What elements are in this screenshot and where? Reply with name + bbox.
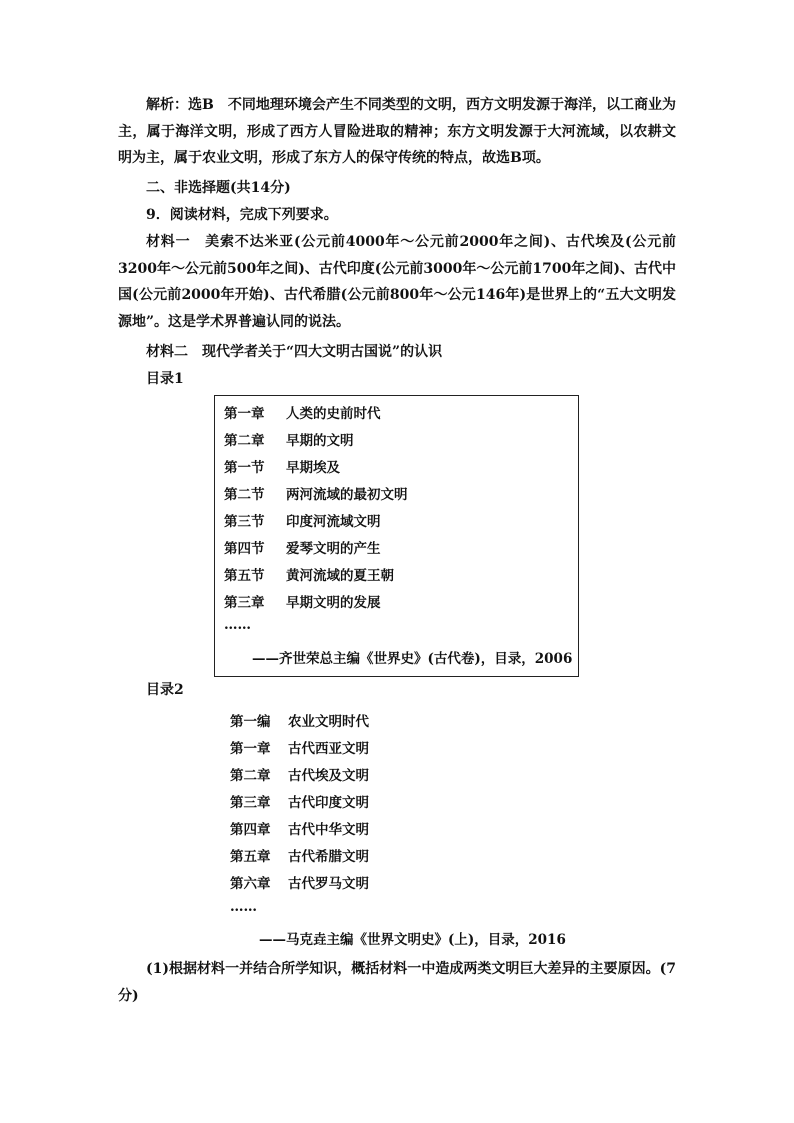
question-9: 9．阅读材料，完成下列要求。 [146,207,338,223]
toc2-item [230,764,369,784]
toc1-ellipsis: …… [224,617,251,633]
toc1-item-num: 第五节 [224,568,265,584]
toc2-item-title: 古代中华文明 [288,822,369,838]
toc2-item-title: 古代罗马文明 [288,876,369,892]
toc2-item-title: 古代希腊文明 [288,849,369,865]
toc2-item [230,818,369,838]
toc1-item [224,537,381,557]
toc2-item [230,791,369,811]
toc2-item-title: 农业文明时代 [288,714,369,730]
section-heading: 二、非选择题(共14分) [146,180,291,196]
material2-heading [146,343,442,361]
toc1-item-num: 第三章 [224,595,265,611]
toc1-item [224,510,381,530]
toc1-item [224,402,381,422]
toc1-item-title: 人类的史前时代 [286,406,381,422]
toc1-item [224,564,394,584]
toc2-item-num: 第三章 [230,795,271,811]
toc2-item [230,872,369,892]
toc1-item-num: 第三节 [224,514,265,530]
toc1-item-num: 第二章 [224,433,265,449]
toc1-item [224,429,354,449]
toc1-source: ——齐世荣总主编《世界史》(古代卷)，目录，2006 [252,651,573,667]
toc1-item-title: 早期的文明 [286,433,354,449]
toc1-item-title: 早期文明的发展 [286,595,381,611]
toc2-item-num: 第六章 [230,876,271,892]
toc2-title: 目录2 [146,682,184,698]
toc1-item [224,456,340,476]
material1-text: 美索不达米亚(公元前4000年～公元前2000年之间)、古代埃及(公元前3200年～公元前500年之间)、古代印度(公元前3000年～公元前1700年之间)、古代中国(公元前2000年开始)、古代希腊(公元前800年～公元146年)是世界上的“五大文明发源地”。这是学术界普遍认同的说法。 [118,234,676,330]
material2-text: 现代学者关于“四大文明古国说”的认识 [188,344,443,360]
toc1-item [224,591,381,611]
toc1-title: 目录1 [146,371,184,387]
toc1-item [224,483,408,503]
toc1-item-title: 黄河流域的夏王朝 [286,568,394,584]
toc2-item-title: 古代西亚文明 [288,741,369,757]
toc1-item-num: 第四节 [224,541,265,557]
toc2-item-num: 第二章 [230,768,271,784]
toc1-item-title: 爱琴文明的产生 [286,541,381,557]
toc1-item-title: 两河流域的最初文明 [286,487,408,503]
toc2-source: ——马克垚主编《世界文明史》(上)，目录，2016 [259,932,566,948]
toc2-item-title: 古代印度文明 [288,795,369,811]
analysis-paragraph [118,92,676,172]
toc2-item-title: 古代埃及文明 [288,768,369,784]
toc1-item-num: 第二节 [224,487,265,503]
toc1-item-num: 第一章 [224,406,265,422]
sub-question-text: (1)根据材料一并结合所学知识，概括材料一中造成两类文明巨大差异的主要原因。(7分) [118,961,676,1004]
toc2-item-num: 第四章 [230,822,271,838]
toc1-item-title: 早期埃及 [286,460,340,476]
material2-label: 材料二 [146,344,188,360]
toc2-item [230,710,369,730]
toc1-item-num: 第一节 [224,460,265,476]
toc1-item-title: 印度河流域文明 [286,514,381,530]
material1-paragraph [118,229,676,335]
material1-label: 材料一 [146,234,191,250]
analysis-label: 解析：选B [146,97,214,113]
toc2-ellipsis: …… [230,899,257,915]
toc2-item [230,845,369,865]
toc2-item-num: 第一章 [230,741,271,757]
toc2-item [230,737,369,757]
sub-question-1 [118,956,676,1009]
toc2-item-num: 第五章 [230,849,271,865]
analysis-text: 不同地理环境会产生不同类型的文明，西方文明发源于海洋，以工商业为主，属于海洋文明，形成了西方人冒险进取的精神；东方文明发源于大河流域，以农耕文明为主，属于农业文明，形成了东方人的保守传统的特点，故选B项。 [118,97,676,166]
toc2-item-num: 第一编 [230,714,271,730]
